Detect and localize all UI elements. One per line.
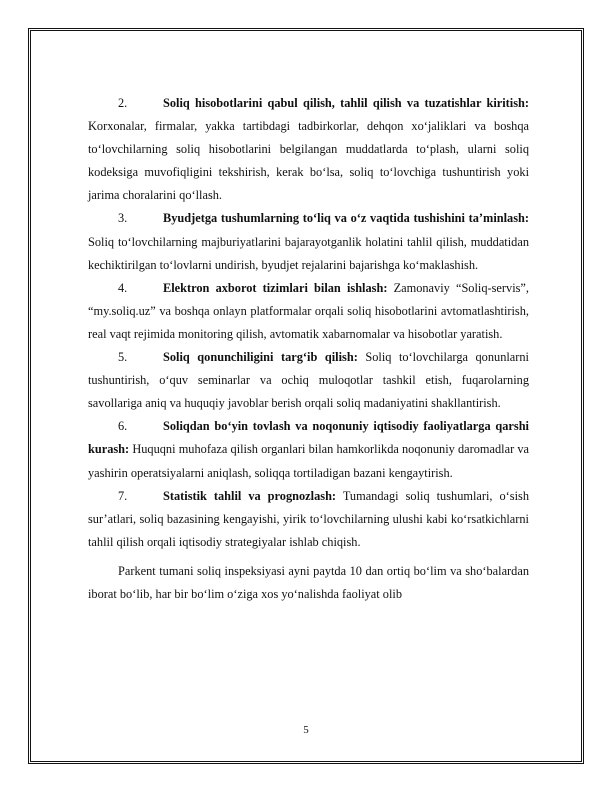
list-item	[88, 277, 529, 346]
item-body: Korxonalar, firmalar, yakka tartibdagi tadbirkorlar, dehqon xo‘jaliklari va boshqa to‘lovchilarning soliq hisobotlarini belgilangan muddatlarda to‘plash, ularni soliq kodeksiga muvofiqligini tekshirish, kerak bo‘lsa, soliq to‘lovchiga tushuntirish yoki jarima choralarini qo‘llash.	[88, 119, 529, 203]
item-body: Tumandagi soliq tushumlari, o‘sish sur’atlari, soliq bazasining kengayishi, yirik to‘lovchilarning ulushi kabi ko‘rsatkichlarni tahlil qilish orqali iqtisodiy strategiyalar ishlab chiqish.	[88, 488, 529, 549]
item-title: Soliqdan bo‘yin tovlash va noqonuniy iqtisodiy faoliyatlarga qarshi kurash:	[88, 419, 529, 457]
item-number: 4.	[118, 280, 128, 295]
item-body: Soliq to‘lovchilarga qonunlarni tushuntirish, o‘quv seminarlar va ochiq muloqotlar tashkil etish, fuqarolarning savollariga aniq va huquqiy javoblar berish orqali soliq madaniyatini shakllantirish.	[88, 350, 529, 411]
item-title: Elektron axborot tizimlari bilan ishlash:	[163, 280, 388, 295]
page-content	[88, 92, 529, 606]
item-number: 3.	[118, 211, 128, 226]
list-item	[88, 485, 529, 554]
item-title: Byudjetga tushumlarning to‘liq va o‘z vaqtida tushishini ta’minlash:	[163, 211, 529, 226]
page-number: 5	[303, 724, 309, 736]
closing-paragraph: Parkent tumani soliq inspeksiyasi ayni paytda 10 dan ortiq bo‘lim va sho‘balardan iborat bo‘lib, har bir bo‘lim o‘ziga xos yo‘nalishda faoliyat olib	[88, 563, 529, 601]
item-number: 2.	[118, 96, 128, 110]
item-body: Soliq to‘lovchilarning majburiyatlarini bajarayotganlik holatini tahlil qilish, muddatidan kechiktirilgan to‘lovlarni undirish, byudjet rejalarini bajarishga ko‘maklashish.	[88, 234, 529, 272]
item-title: Statistik tahlil va prognozlash:	[163, 488, 337, 503]
list-item	[88, 415, 529, 484]
item-number: 7.	[118, 488, 128, 503]
list-item	[88, 92, 529, 207]
item-number: 5.	[118, 350, 128, 365]
list-item	[88, 207, 529, 276]
item-body: Huquqni muhofaza qilish organlari bilan hamkorlikda noqonuniy daromadlar va yashirin operatsiyalarni aniqlash, soliqqa tortiladigan bazani kengaytirish.	[88, 442, 529, 480]
item-title: Soliq hisobotlarini qabul qilish, tahlil qilish va tuzatishlar kiritish:	[163, 96, 529, 110]
item-number: 6.	[118, 419, 128, 434]
item-body: Zamonaviy “Soliq-servis”, “my.soliq.uz” va boshqa onlayn platformalar orqali soliq hisobotlarini avtomatlashtirish, real vaqt rejimida monitoring qilish, avtomatik xabarnomalar va hisobotlar yaratish.	[88, 280, 529, 341]
list-item	[88, 346, 529, 415]
item-title: Soliq qonunchiligini targ‘ib qilish:	[163, 350, 358, 365]
